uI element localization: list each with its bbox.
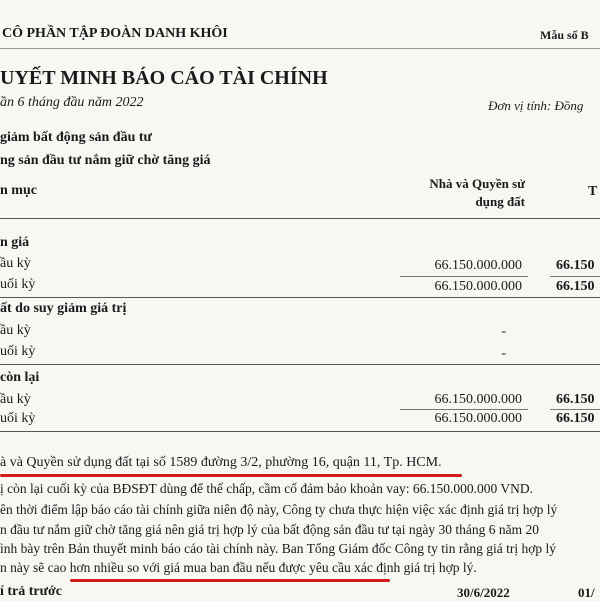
highlight-underline-address [0,474,462,477]
group-cost-label: n giá [0,235,30,250]
col-header-item: n mục [0,183,37,198]
cost-closing-total: 66.150 [556,279,595,294]
cost-rule-mid [400,276,528,277]
col-header-land-1: Nhà và Quyền sử [429,176,525,191]
remaining-rule-mid [400,409,528,410]
reporting-period: ần 6 tháng đầu năm 2022 [0,95,144,110]
section-heading: giảm bất động sản đầu tư [0,130,152,145]
document-title: UYẾT MINH BÁO CÁO TÀI CHÍNH [0,67,328,89]
note-property-address: à và Quyền sử dụng đất tại số 1589 đường 3/2, phường 16, quận 11, Tp. HCM. [0,455,442,470]
note-fair-value-3: ình bày trên Bản thuyết minh báo cáo tài chính này. Ban Tổng Giám đốc Công ty tin rằng giá trị hợp lý [0,541,557,556]
subsection-heading: ng sản đầu tư nắm giữ chờ tăng giá [0,153,211,168]
remaining-opening-label: ầu kỳ [0,392,31,407]
note-collateral: ị còn lại cuối kỳ của BĐSĐT dùng để thế chấp, cầm cố đảm bảo khoản vay: 66.150.000.000 VND. [0,481,534,496]
period-start-date: 01/ [578,585,595,600]
note-fair-value-4: n này sẽ cao hơn nhiều so với giá mua ban đầu nếu được yêu cầu xác định giá trị hợp lý. [0,560,477,575]
cost-closing-label: uối kỳ [0,277,36,292]
company-name: CÔ PHẦN TẬP ĐOÀN DANH KHÔI [2,26,228,41]
remaining-closing-label: uối kỳ [0,411,36,426]
impairment-opening-value: - [501,324,506,339]
form-number: Mẫu số B [540,28,589,42]
highlight-underline-fair-value [70,579,390,582]
remaining-opening-value: 66.150.000.000 [434,392,522,407]
impairment-group-rule [0,364,600,365]
col-header-land-2: dụng đất [475,194,525,209]
remaining-rule-total [550,409,600,410]
table-header-rule [0,218,600,219]
cost-group-rule [0,297,600,298]
impairment-closing-label: uối kỳ [0,344,36,359]
prepaid-expenses-label: í trả trước [0,584,63,599]
remaining-closing-value: 66.150.000.000 [434,411,522,426]
remaining-opening-total: 66.150 [556,392,595,407]
cost-opening-value: 66.150.000.000 [434,258,522,273]
note-fair-value-1: ên thời điểm lập báo cáo tài chính giữa niên độ này, Công ty chưa thực hiện việc xác định giá trị hợp lý [0,502,558,517]
header-rule [0,48,600,49]
remaining-closing-total: 66.150 [556,411,595,426]
impairment-opening-label: ầu kỳ [0,323,31,338]
currency-unit: Đơn vị tính: Đồng [488,98,584,113]
note-fair-value-2: n đầu tư nắm giữ chờ tăng giá nên giá trị hợp lý của bất động sản đầu tư tại ngày 30 tháng 6 năm 20 [0,522,539,537]
group-remaining-label: còn lại [0,370,40,385]
col-header-total: T [588,184,598,199]
cost-closing-value: 66.150.000.000 [434,279,522,294]
period-end-date: 30/6/2022 [457,585,510,600]
table-bottom-rule [0,431,600,432]
cost-opening-label: ầu kỳ [0,256,31,271]
cost-rule-total [550,276,600,277]
cost-opening-total: 66.150 [556,258,595,273]
impairment-closing-value: - [501,346,506,361]
group-impairment-label: ất do suy giảm giá trị [0,301,127,316]
